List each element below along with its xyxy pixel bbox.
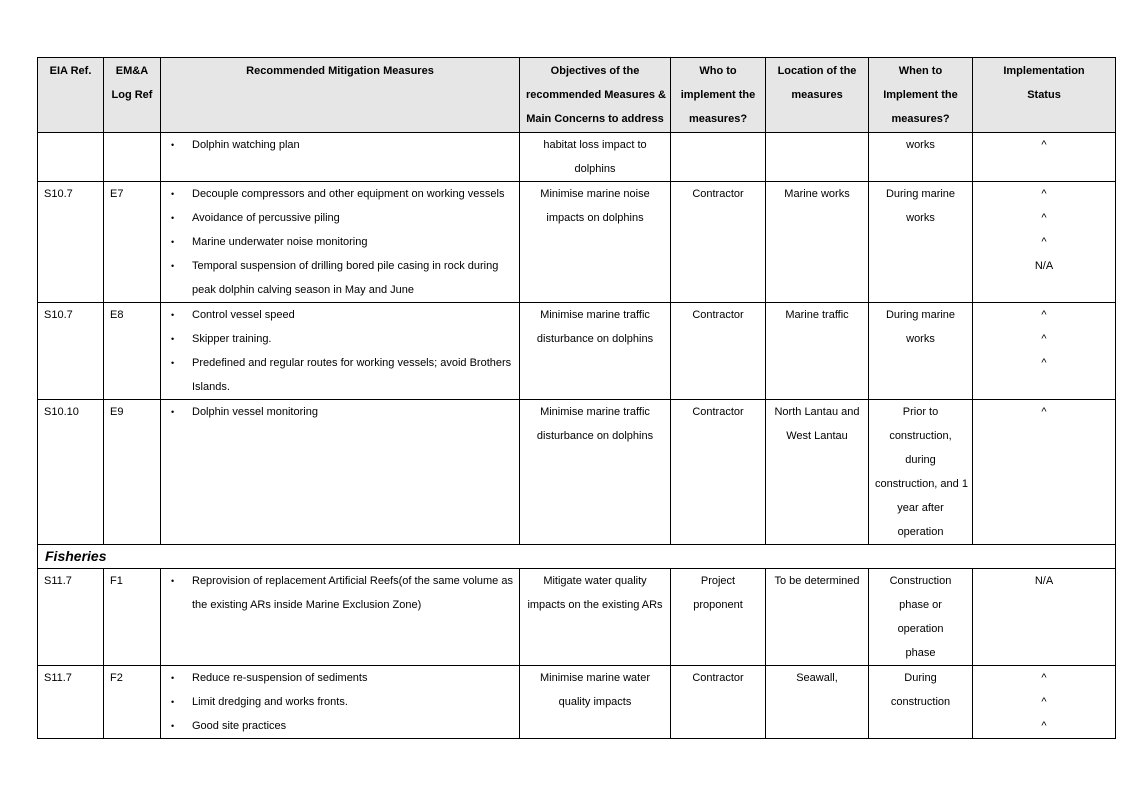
- status-cell: [973, 182, 1116, 303]
- header-log-ref: [104, 58, 161, 133]
- cell-line: Mitigate water quality: [543, 575, 647, 587]
- table-header: [38, 58, 1116, 133]
- eia-ref-cell: S11.7: [38, 569, 104, 666]
- location-cell: [766, 133, 869, 182]
- measures-list: [167, 133, 513, 157]
- header-row: [38, 58, 1116, 133]
- cell-line: Minimise marine traffic: [540, 309, 650, 321]
- cell-line: operation: [897, 623, 944, 635]
- measure-item: • Limit dredging and works fronts.: [167, 690, 513, 714]
- table-row: [38, 400, 1116, 545]
- who-cell: [671, 400, 766, 545]
- log-ref-cell: F1: [104, 569, 161, 666]
- cell-line: quality impacts: [558, 696, 632, 708]
- cell-line: Minimise marine water: [539, 672, 651, 684]
- cell-line: phase: [905, 647, 936, 659]
- header-location: [766, 58, 869, 133]
- cell-line: ^: [1041, 672, 1047, 684]
- eia-ref-cell: [38, 133, 104, 182]
- table-row: [38, 569, 1116, 666]
- mitigation-measures-table: [37, 57, 1116, 739]
- measures-list: [167, 666, 513, 738]
- table-row: [38, 303, 1116, 400]
- cell-line: During marine: [885, 188, 956, 200]
- log-ref-cell: E7: [104, 182, 161, 303]
- cell-line: Main Concerns to address: [526, 113, 664, 125]
- header-who: [671, 58, 766, 133]
- cell-line: Log Ref: [111, 89, 153, 101]
- cell-line: construction,: [889, 430, 952, 442]
- measures-list: [167, 303, 513, 399]
- status-cell: [973, 400, 1116, 545]
- cell-line: Marine traffic: [785, 309, 849, 321]
- status-cell: [973, 569, 1116, 666]
- cell-line: ^: [1041, 333, 1047, 345]
- location-cell: [766, 666, 869, 739]
- measure-item: • Reduce re-suspension of sediments: [167, 666, 513, 690]
- cell-line: works: [906, 212, 935, 224]
- cell-line: Recommended Mitigation Measures: [246, 65, 434, 77]
- who-cell: [671, 133, 766, 182]
- cell-line: EM&A: [115, 65, 149, 77]
- cell-line: disturbance on dolphins: [536, 333, 654, 345]
- who-cell: [671, 303, 766, 400]
- cell-line: Construction: [889, 575, 952, 587]
- who-cell: [671, 666, 766, 739]
- cell-line: construction: [890, 696, 951, 708]
- cell-line: Status: [1027, 89, 1061, 101]
- header-objectives: [520, 58, 671, 133]
- cell-line: measures?: [891, 113, 950, 125]
- cell-line: recommended Measures &: [526, 89, 666, 101]
- table-body: [38, 133, 1116, 739]
- cell-line: impacts on dolphins: [546, 212, 644, 224]
- cell-line: construction, and 1: [875, 478, 968, 490]
- eia-ref-cell: S10.7: [38, 182, 104, 303]
- cell-line: Contractor: [692, 672, 744, 684]
- cell-line: ^: [1041, 188, 1047, 200]
- objectives-cell: [520, 400, 671, 545]
- cell-line: During marine: [885, 309, 956, 321]
- eia-ref-cell: S11.7: [38, 666, 104, 739]
- cell-line: Minimise marine traffic: [540, 406, 650, 418]
- cell-line: phase or: [899, 599, 942, 611]
- measure-item: • Dolphin watching plan: [167, 133, 513, 157]
- cell-line: ^: [1041, 406, 1047, 418]
- measures-cell: [161, 182, 520, 303]
- measure-item: • Skipper training.: [167, 327, 513, 351]
- cell-line: ^: [1041, 236, 1047, 248]
- cell-line: N/A: [1034, 575, 1054, 587]
- cell-line: Marine works: [784, 188, 850, 200]
- section-title: Fisheries: [38, 545, 1116, 569]
- objectives-cell: [520, 133, 671, 182]
- cell-line: West Lantau: [786, 430, 848, 442]
- location-cell: [766, 182, 869, 303]
- cell-line: works: [906, 139, 935, 151]
- cell-line: Who to: [699, 65, 737, 77]
- cell-line: ^: [1041, 720, 1047, 732]
- header-status: [973, 58, 1116, 133]
- cell-line: North Lantau and: [774, 406, 860, 418]
- status-cell: [973, 666, 1116, 739]
- eia-ref-cell: S10.10: [38, 400, 104, 545]
- cell-line: Implement the: [883, 89, 958, 101]
- cell-line: measures?: [688, 113, 748, 125]
- log-ref-cell: E9: [104, 400, 161, 545]
- cell-line: during: [905, 454, 936, 466]
- location-cell: [766, 303, 869, 400]
- objectives-cell: [520, 182, 671, 303]
- measures-cell: [161, 569, 520, 666]
- header-when: [869, 58, 973, 133]
- measures-list: [167, 182, 513, 302]
- cell-line: implement the: [680, 89, 756, 101]
- cell-line: ^: [1041, 139, 1047, 151]
- cell-line: Project: [700, 575, 736, 587]
- measure-item: • Dolphin vessel monitoring: [167, 400, 513, 424]
- cell-line: year after: [897, 502, 944, 514]
- when-cell: [869, 569, 973, 666]
- who-cell: [671, 182, 766, 303]
- cell-line: EIA Ref.: [49, 65, 92, 77]
- cell-line: works: [906, 333, 935, 345]
- cell-line: measures: [791, 89, 843, 101]
- cell-line: N/A: [1034, 260, 1054, 272]
- cell-line: Contractor: [692, 188, 744, 200]
- when-cell: [869, 666, 973, 739]
- status-cell: [973, 303, 1116, 400]
- measures-list: [167, 400, 513, 424]
- cell-line: dolphins: [574, 163, 616, 175]
- when-cell: [869, 303, 973, 400]
- cell-line: operation: [897, 526, 944, 538]
- measures-list: [167, 569, 513, 617]
- cell-line: Minimise marine noise: [540, 188, 650, 200]
- cell-line: Prior to: [902, 406, 939, 418]
- cell-line: proponent: [693, 599, 743, 611]
- header-mitigation-measures: [161, 58, 520, 133]
- when-cell: [869, 133, 973, 182]
- measures-cell: [161, 133, 520, 182]
- location-cell: [766, 400, 869, 545]
- log-ref-cell: E8: [104, 303, 161, 400]
- log-ref-cell: [104, 133, 161, 182]
- measure-item: • Marine underwater noise monitoring: [167, 230, 513, 254]
- cell-line: Contractor: [692, 406, 744, 418]
- cell-line: When to: [898, 65, 943, 77]
- measures-cell: [161, 666, 520, 739]
- cell-line: disturbance on dolphins: [536, 430, 654, 442]
- measures-cell: [161, 303, 520, 400]
- measure-item: • Control vessel speed: [167, 303, 513, 327]
- measure-item: • Avoidance of percussive piling: [167, 206, 513, 230]
- section-row: [38, 545, 1116, 569]
- log-ref-cell: F2: [104, 666, 161, 739]
- table-row: [38, 666, 1116, 739]
- cell-line: ^: [1041, 309, 1047, 321]
- measure-item: • Decouple compressors and other equipment on working vessels: [167, 182, 513, 206]
- cell-line: ^: [1041, 212, 1047, 224]
- measure-item: • Good site practices: [167, 714, 513, 738]
- cell-line: impacts on the existing ARs: [527, 599, 663, 611]
- cell-line: To be determined: [774, 575, 860, 587]
- cell-line: ^: [1041, 696, 1047, 708]
- measure-item: • Temporal suspension of drilling bored pile casing in rock during peak dolphin calving season in May and June: [167, 254, 513, 302]
- objectives-cell: [520, 303, 671, 400]
- cell-line: Objectives of the: [550, 65, 640, 77]
- when-cell: [869, 400, 973, 545]
- when-cell: [869, 182, 973, 303]
- who-cell: [671, 569, 766, 666]
- status-cell: [973, 133, 1116, 182]
- cell-line: Location of the: [777, 65, 857, 77]
- cell-line: Implementation: [1003, 65, 1085, 77]
- cell-line: ^: [1041, 357, 1047, 369]
- eia-ref-cell: S10.7: [38, 303, 104, 400]
- measure-item: • Reprovision of replacement Artificial Reefs(of the same volume as the existing ARs inside Marine Exclusion Zone): [167, 569, 513, 617]
- objectives-cell: [520, 569, 671, 666]
- location-cell: [766, 569, 869, 666]
- cell-line: habitat loss impact to: [543, 139, 647, 151]
- cell-line: During: [904, 672, 937, 684]
- header-eia-ref: [38, 58, 104, 133]
- cell-line: Contractor: [692, 309, 744, 321]
- cell-line: Seawall,: [796, 672, 838, 684]
- measures-cell: [161, 400, 520, 545]
- measure-item: • Predefined and regular routes for working vessels; avoid Brothers Islands.: [167, 351, 513, 399]
- table-row: [38, 182, 1116, 303]
- table-row: [38, 133, 1116, 182]
- objectives-cell: [520, 666, 671, 739]
